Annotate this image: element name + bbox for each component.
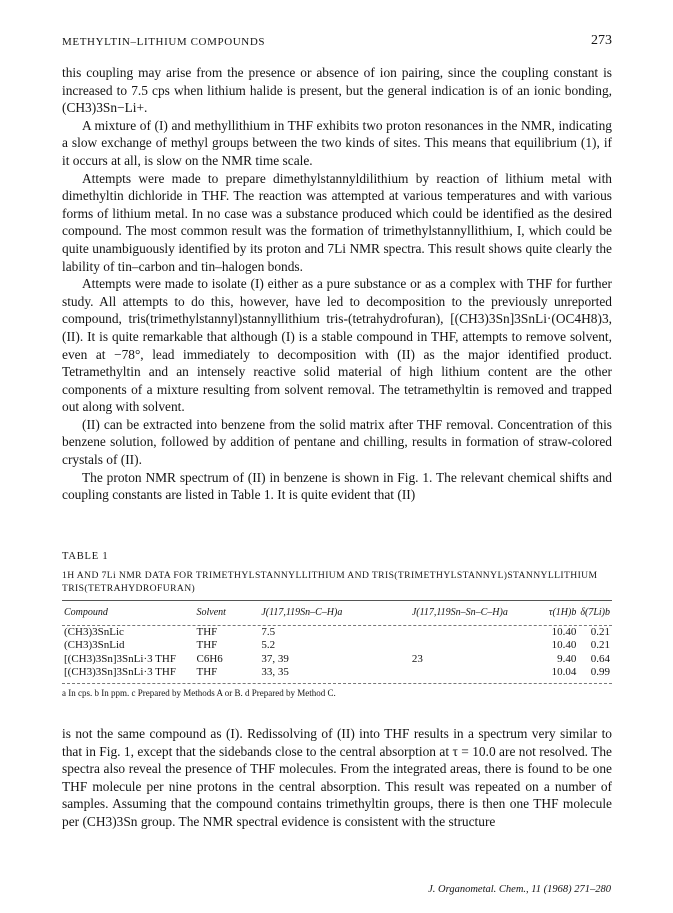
table-header-row bbox=[62, 601, 612, 625]
table-cell: 0.64 bbox=[590, 652, 610, 665]
table-cell: THF bbox=[196, 625, 218, 638]
table-cell bbox=[410, 626, 547, 640]
table-cell: THF bbox=[196, 666, 218, 678]
table-cell: 9.40 bbox=[557, 652, 577, 665]
table-row bbox=[62, 666, 612, 680]
paragraph: Attempts were made to isolate (I) either as a pure substance or as a complex with THF for further study. All attempts to do this, however, have led to decomposition to the previously unreported compound, tris(trimethylstannyl)stannyllithium tris-(tetrahydrofuran), [(CH3)3Sn]3SnLi·(OC4H8)3, (II). It is quite remarkable that although (I) is a stable compound in THF, attempts to remove solvent, even at −78°, lead immediately to decomposition with (II) as the major identified product. Tetramethyltin and an intensely reactive solid material of high lithium content are the other components of a mixture resulting from solvent removal. The tetramethyltin is removed and trapped out along with solvent. bbox=[62, 276, 612, 415]
column-header: Solvent bbox=[196, 607, 226, 618]
column-header: δ(7Li)b bbox=[580, 607, 610, 618]
table-rule-bottom bbox=[62, 683, 612, 684]
table-cell: 33, 35 bbox=[261, 666, 289, 678]
table-cell: 10.40 bbox=[551, 625, 577, 638]
table-row bbox=[62, 639, 612, 653]
column-header: Compound bbox=[64, 607, 108, 618]
paragraph: Attempts were made to prepare dimethylstannyldilithium by reaction of lithium metal with dimethyltin dichloride in THF. The reaction was attempted at various temperatures and with various forms of lithium metal. In no case was a substance produced which could be identified as the desired compound. The most common result was the formation of trimethylstannyllithium, I, which could be quite unambiguously identified by its proton and 7Li NMR spectra. This result shows quite clearly the lability of tin–carbon and tin–halogen bonds. bbox=[62, 170, 612, 274]
column-header: J(117,119Sn–Sn–C–H)a bbox=[411, 607, 508, 618]
journal-citation: J. Organometal. Chem., 11 (1968) 271–280 bbox=[428, 884, 611, 895]
table-cell: 0.99 bbox=[590, 666, 610, 678]
table-cell: (CH3)3SnLid bbox=[64, 639, 125, 651]
table-cell bbox=[410, 639, 547, 653]
table-cell: (CH3)3SnLic bbox=[64, 625, 124, 638]
body-text bbox=[62, 64, 612, 504]
table-cell: [(CH3)3Sn]3SnLi·3 THF bbox=[64, 652, 176, 665]
running-head: METHYLTIN–LITHIUM COMPOUNDS bbox=[62, 36, 266, 48]
nmr-table bbox=[62, 551, 612, 698]
table-cell: 37, 39 bbox=[261, 652, 289, 665]
page-number: 273 bbox=[591, 33, 612, 48]
table-cell: THF bbox=[196, 639, 218, 651]
page-header bbox=[62, 33, 612, 53]
table-cell: 0.21 bbox=[590, 625, 610, 638]
column-header: J(117,119Sn–C–H)a bbox=[261, 607, 343, 618]
column-header: τ(1H)b bbox=[548, 607, 577, 618]
table-row bbox=[62, 653, 612, 667]
paragraph: The proton NMR spectrum of (II) in benzene is shown in Fig. 1. The relevant chemical shifts and coupling constants are listed in Table 1. It is quite evident that (II) bbox=[62, 469, 612, 503]
table-cell: 5.2 bbox=[261, 639, 276, 651]
table-cell: 10.40 bbox=[551, 639, 577, 651]
table-label: TABLE 1 bbox=[62, 551, 109, 562]
table-cell: 0.21 bbox=[590, 639, 610, 651]
table-cell: 10.04 bbox=[551, 666, 577, 678]
paragraph: this coupling may arise from the presence or absence of ion pairing, since the coupling constant is increased to 7.5 cps when lithium halide is present, but the general indication is of an ionic bonding, (CH3)3Sn−Li+. bbox=[62, 65, 612, 116]
table-cell: C6H6 bbox=[196, 652, 223, 665]
table-cell: 7.5 bbox=[261, 625, 276, 638]
paragraph: is not the same compound as (I). Redissolving of (II) into THF results in a spectrum very similar to that in Fig. 1, except that the sidebands close to the central absorption at τ = 10.0 are not resolved. The spectra also reveal the presence of THF molecules. From the integrated areas, there is found to be one THF molecule per nine protons in the central absorption. This result was repeated on a number of samples. Assuming that the compound contains trimethyltin groups, there is then one THF molecule per (CH3)3Sn group. The NMR spectral evidence is consistent with the structure bbox=[62, 726, 612, 829]
paragraph: (II) can be extracted into benzene from the solid matrix after THF removal. Concentration of this benzene solution, followed by addition of pentane and chilling, results in formation of straw-colored crystals of (II). bbox=[62, 416, 612, 468]
body-text-continued bbox=[62, 725, 612, 831]
table-cell: 23 bbox=[411, 652, 423, 665]
table-cell: [(CH3)3Sn]3SnLi·3 THF bbox=[64, 666, 176, 678]
table-caption: 1H AND 7Li NMR DATA FOR TRIMETHYLSTANNYLLITHIUM AND TRIS(TRIMETHYLSTANNYL)STANNYLLITHIUM TRIS(TETRAHYDROFURAN) bbox=[62, 570, 598, 594]
table-row bbox=[62, 626, 612, 640]
table-footnote: a In cps. b In ppm. c Prepared by Methods A or B. d Prepared by Method C. bbox=[62, 687, 336, 698]
paragraph: A mixture of (I) and methyllithium in THF exhibits two proton resonances in the NMR, indicating a slow exchange of methyl groups between the two kinds of sites. This means that equilibrium (1), if it occurs at all, is slow on the NMR time scale. bbox=[62, 117, 612, 168]
table-cell bbox=[410, 666, 547, 680]
data-table bbox=[62, 601, 612, 680]
